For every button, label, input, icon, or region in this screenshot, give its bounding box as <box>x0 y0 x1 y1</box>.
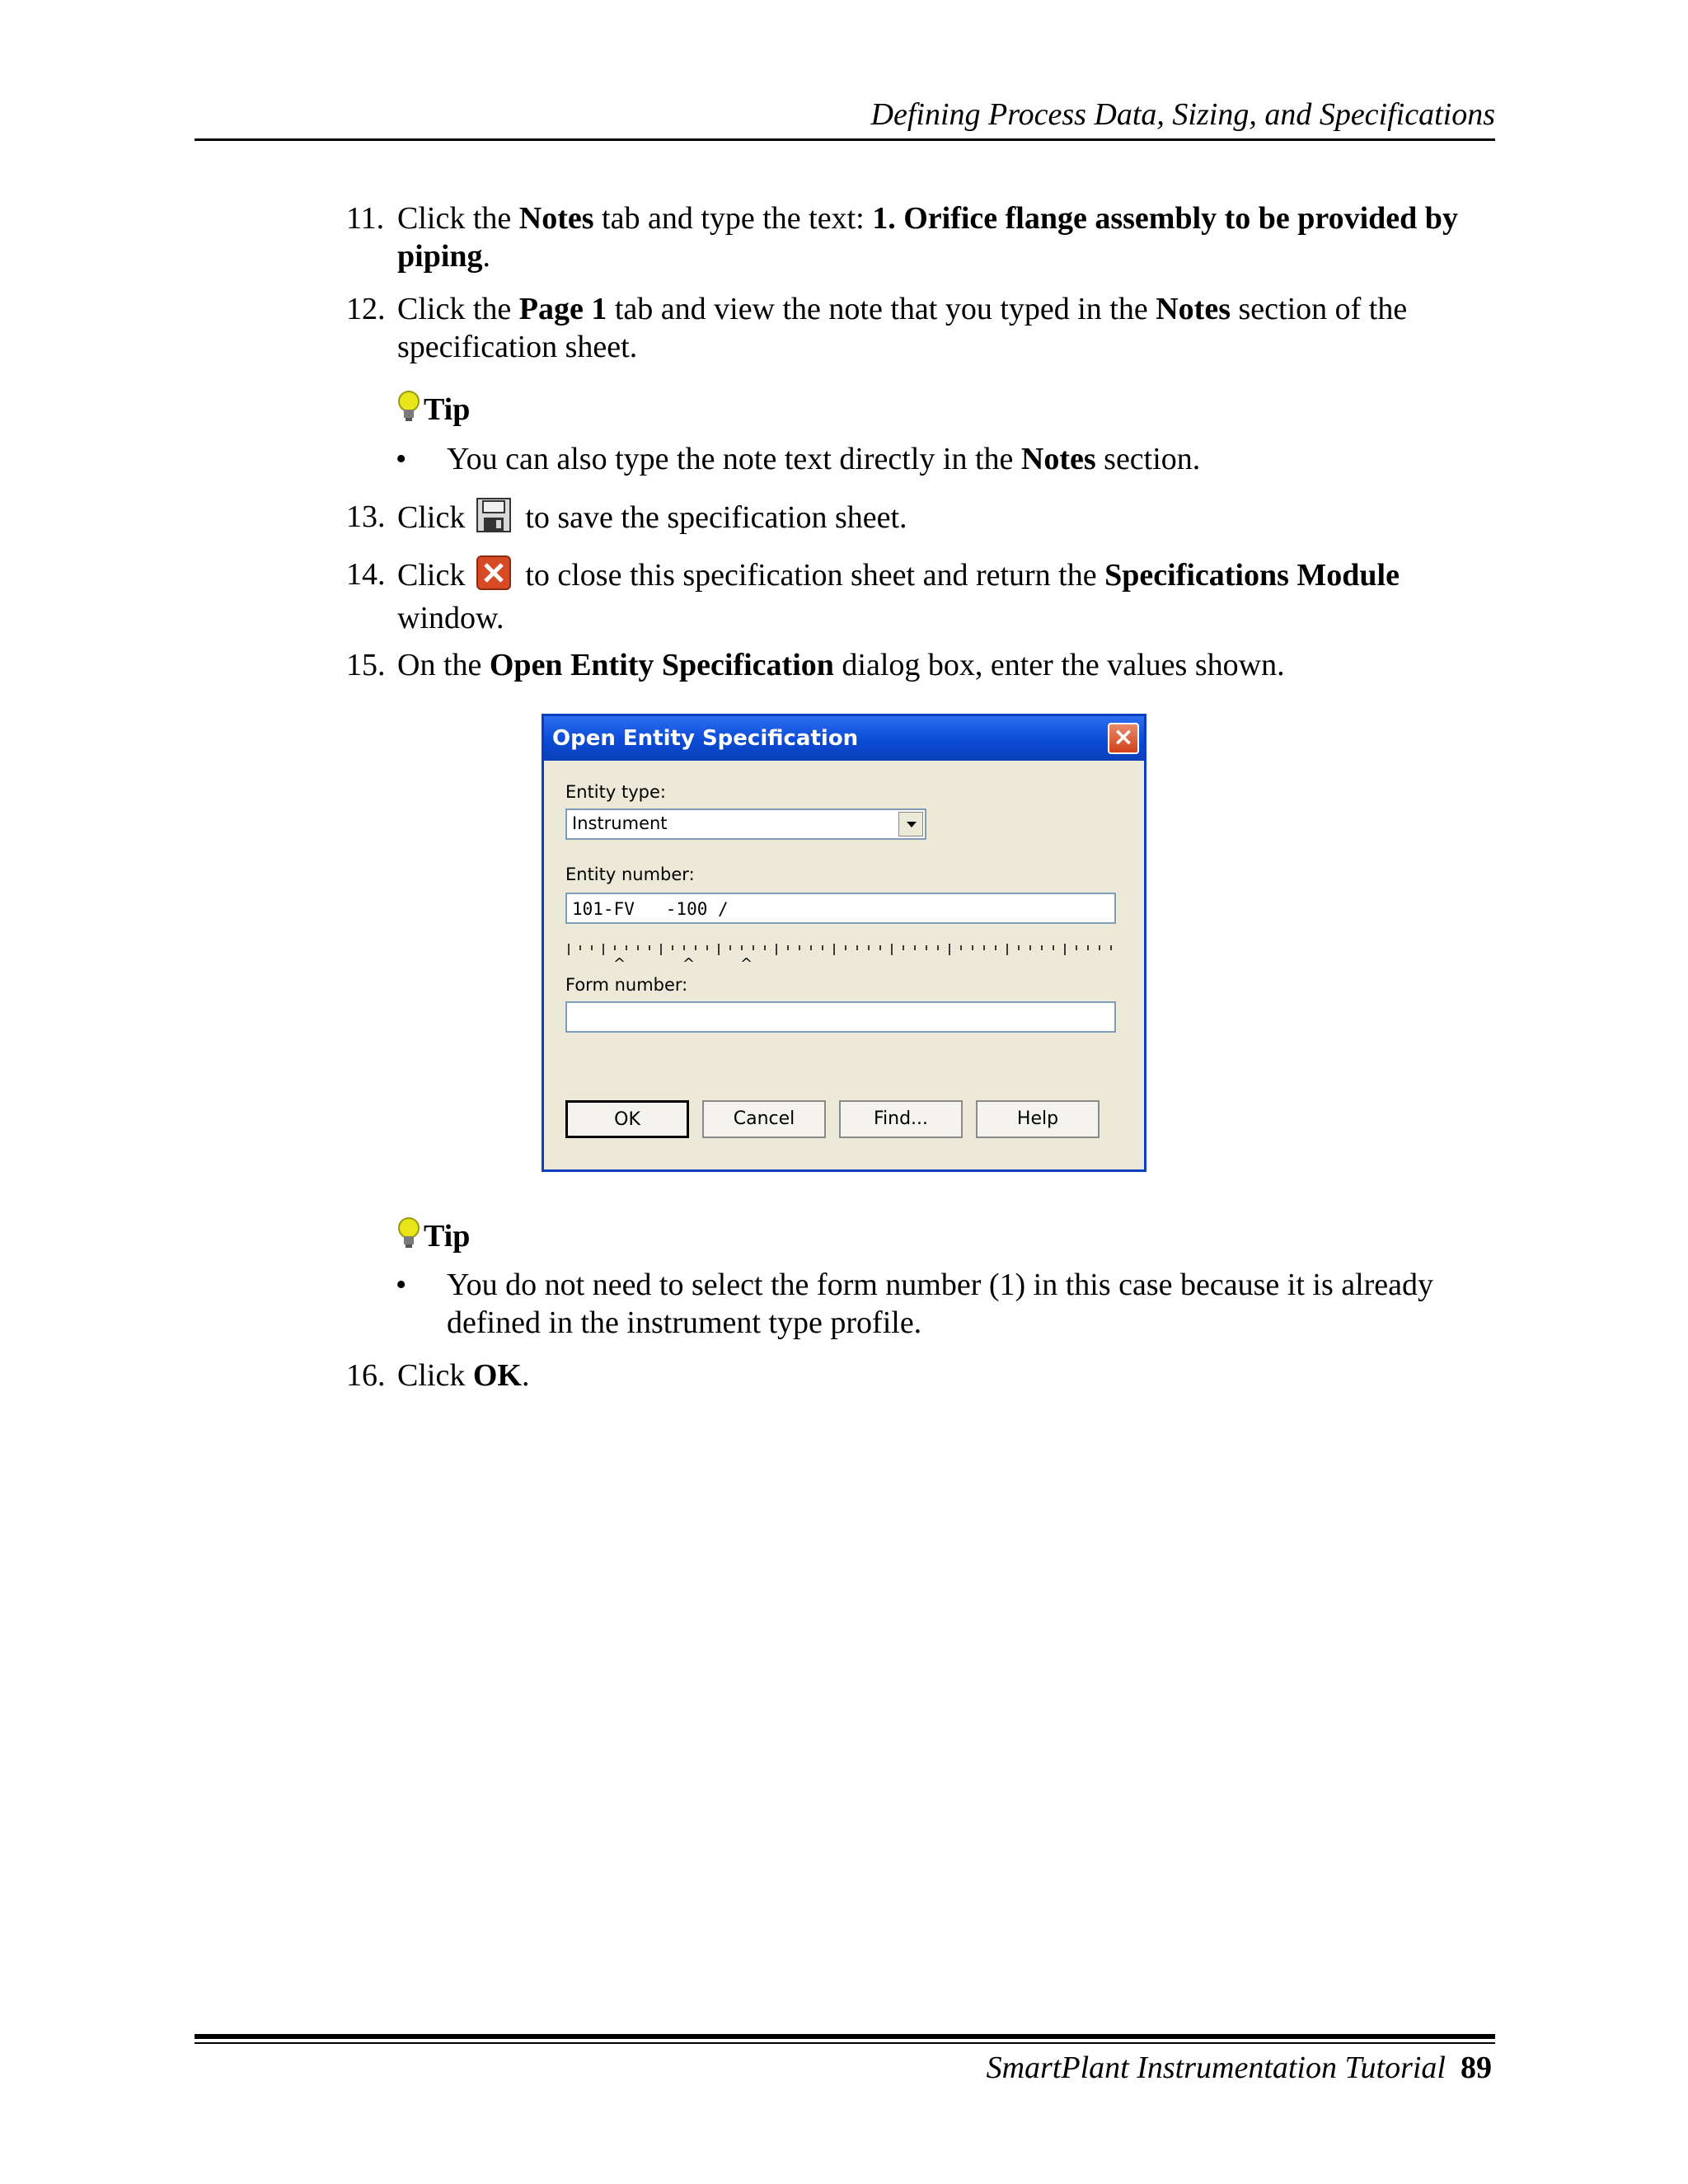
step-text: Click the <box>397 201 519 236</box>
step-text: dialog box, enter the values shown. <box>833 648 1285 682</box>
step-bold: OK <box>472 1358 522 1393</box>
step-11 <box>346 199 1500 275</box>
step-text: tab and view the note that you typed in the <box>607 292 1156 326</box>
step-text: to close this specification sheet and return the <box>517 558 1105 593</box>
tip-label: Tip <box>424 1219 471 1254</box>
form-number-input[interactable] <box>565 1001 1116 1033</box>
step-14 <box>346 555 1500 637</box>
step-bold: 1. Orifice flange assembly to be provided by piping <box>397 201 1458 274</box>
page-footer <box>195 2049 1492 2087</box>
close-icon <box>476 555 511 599</box>
segment-ruler <box>565 940 1116 957</box>
bullet-text: section. <box>1095 442 1201 476</box>
step-number: 13. <box>346 499 386 534</box>
lightbulb-icon <box>396 1216 422 1249</box>
entity-number-input[interactable] <box>565 893 1116 924</box>
dialog-close-button[interactable]: × <box>1108 723 1139 754</box>
form-number-label: Form number: <box>565 975 688 995</box>
page-header: Defining Process Data, Sizing, and Specifications <box>870 97 1495 132</box>
bullet-text: You do not need to select the form number (1) in this case because it is already defined in the instrument type profile. <box>447 1268 1434 1340</box>
find-button[interactable]: Find... <box>839 1100 963 1138</box>
tip-heading <box>396 1216 470 1255</box>
step-number: 14. <box>346 557 386 592</box>
bullet-dot: • <box>396 1268 407 1302</box>
step-bold: Notes <box>518 201 594 236</box>
step-text: tab and type the text: <box>593 201 873 236</box>
step-bold: Open Entity Specification <box>489 648 834 682</box>
step-13 <box>346 498 1500 541</box>
step-text: . <box>482 239 491 274</box>
step-text: Click <box>397 500 473 535</box>
bullet-dot: • <box>396 442 407 476</box>
step-text: Click <box>397 558 473 593</box>
dialog-title: Open Entity Specification <box>544 716 1144 761</box>
entity-type-select[interactable] <box>565 808 926 840</box>
entity-type-value: Instrument <box>572 813 668 833</box>
step-text: Click <box>397 1358 473 1393</box>
footer-rule <box>195 2042 1495 2044</box>
tip-bullet <box>396 1266 1467 1342</box>
segment-caret: ^ <box>682 955 696 972</box>
tip-label: Tip <box>424 392 471 427</box>
step-text: On the <box>397 648 490 682</box>
segment-caret: ^ <box>740 955 753 972</box>
step-bold: Notes <box>1156 292 1231 326</box>
step-text: to save the specification sheet. <box>517 500 907 535</box>
page-number: 89 <box>1461 2050 1492 2085</box>
open-entity-dialog <box>542 714 1146 1172</box>
step-text: . <box>521 1358 530 1393</box>
step-text: section of the specification sheet. <box>397 292 1408 364</box>
chevron-down-icon[interactable] <box>898 812 923 837</box>
header-rule <box>195 138 1495 141</box>
step-bold: Page 1 <box>518 292 607 326</box>
step-bold: Specifications Module <box>1104 558 1400 593</box>
help-button[interactable]: Help <box>976 1100 1100 1138</box>
tip-bullet <box>396 440 1467 478</box>
step-text: window. <box>397 601 504 635</box>
step-12 <box>346 290 1500 366</box>
tip-heading <box>396 390 470 429</box>
cancel-button[interactable]: Cancel <box>702 1100 826 1138</box>
step-number: 11. <box>346 201 385 236</box>
lightbulb-icon <box>396 390 422 423</box>
bullet-text: You can also type the note text directly in the <box>447 442 1021 476</box>
bullet-bold: Notes <box>1020 442 1096 476</box>
entity-number-label: Entity number: <box>565 865 695 884</box>
step-number: 15. <box>346 648 386 682</box>
segment-caret: ^ <box>613 955 626 972</box>
step-text: Click the <box>397 292 519 326</box>
step-15 <box>346 646 1500 684</box>
step-number: 16. <box>346 1358 386 1393</box>
entity-type-label: Entity type: <box>565 782 666 802</box>
step-16 <box>346 1357 1500 1394</box>
footer-rule <box>195 2034 1495 2039</box>
step-number: 12. <box>346 292 386 326</box>
entity-number-value: 101-FV -100 / <box>572 899 729 919</box>
footer-title: SmartPlant Instrumentation Tutorial <box>986 2050 1446 2085</box>
ok-button[interactable]: OK <box>565 1100 689 1138</box>
save-icon <box>476 498 511 541</box>
